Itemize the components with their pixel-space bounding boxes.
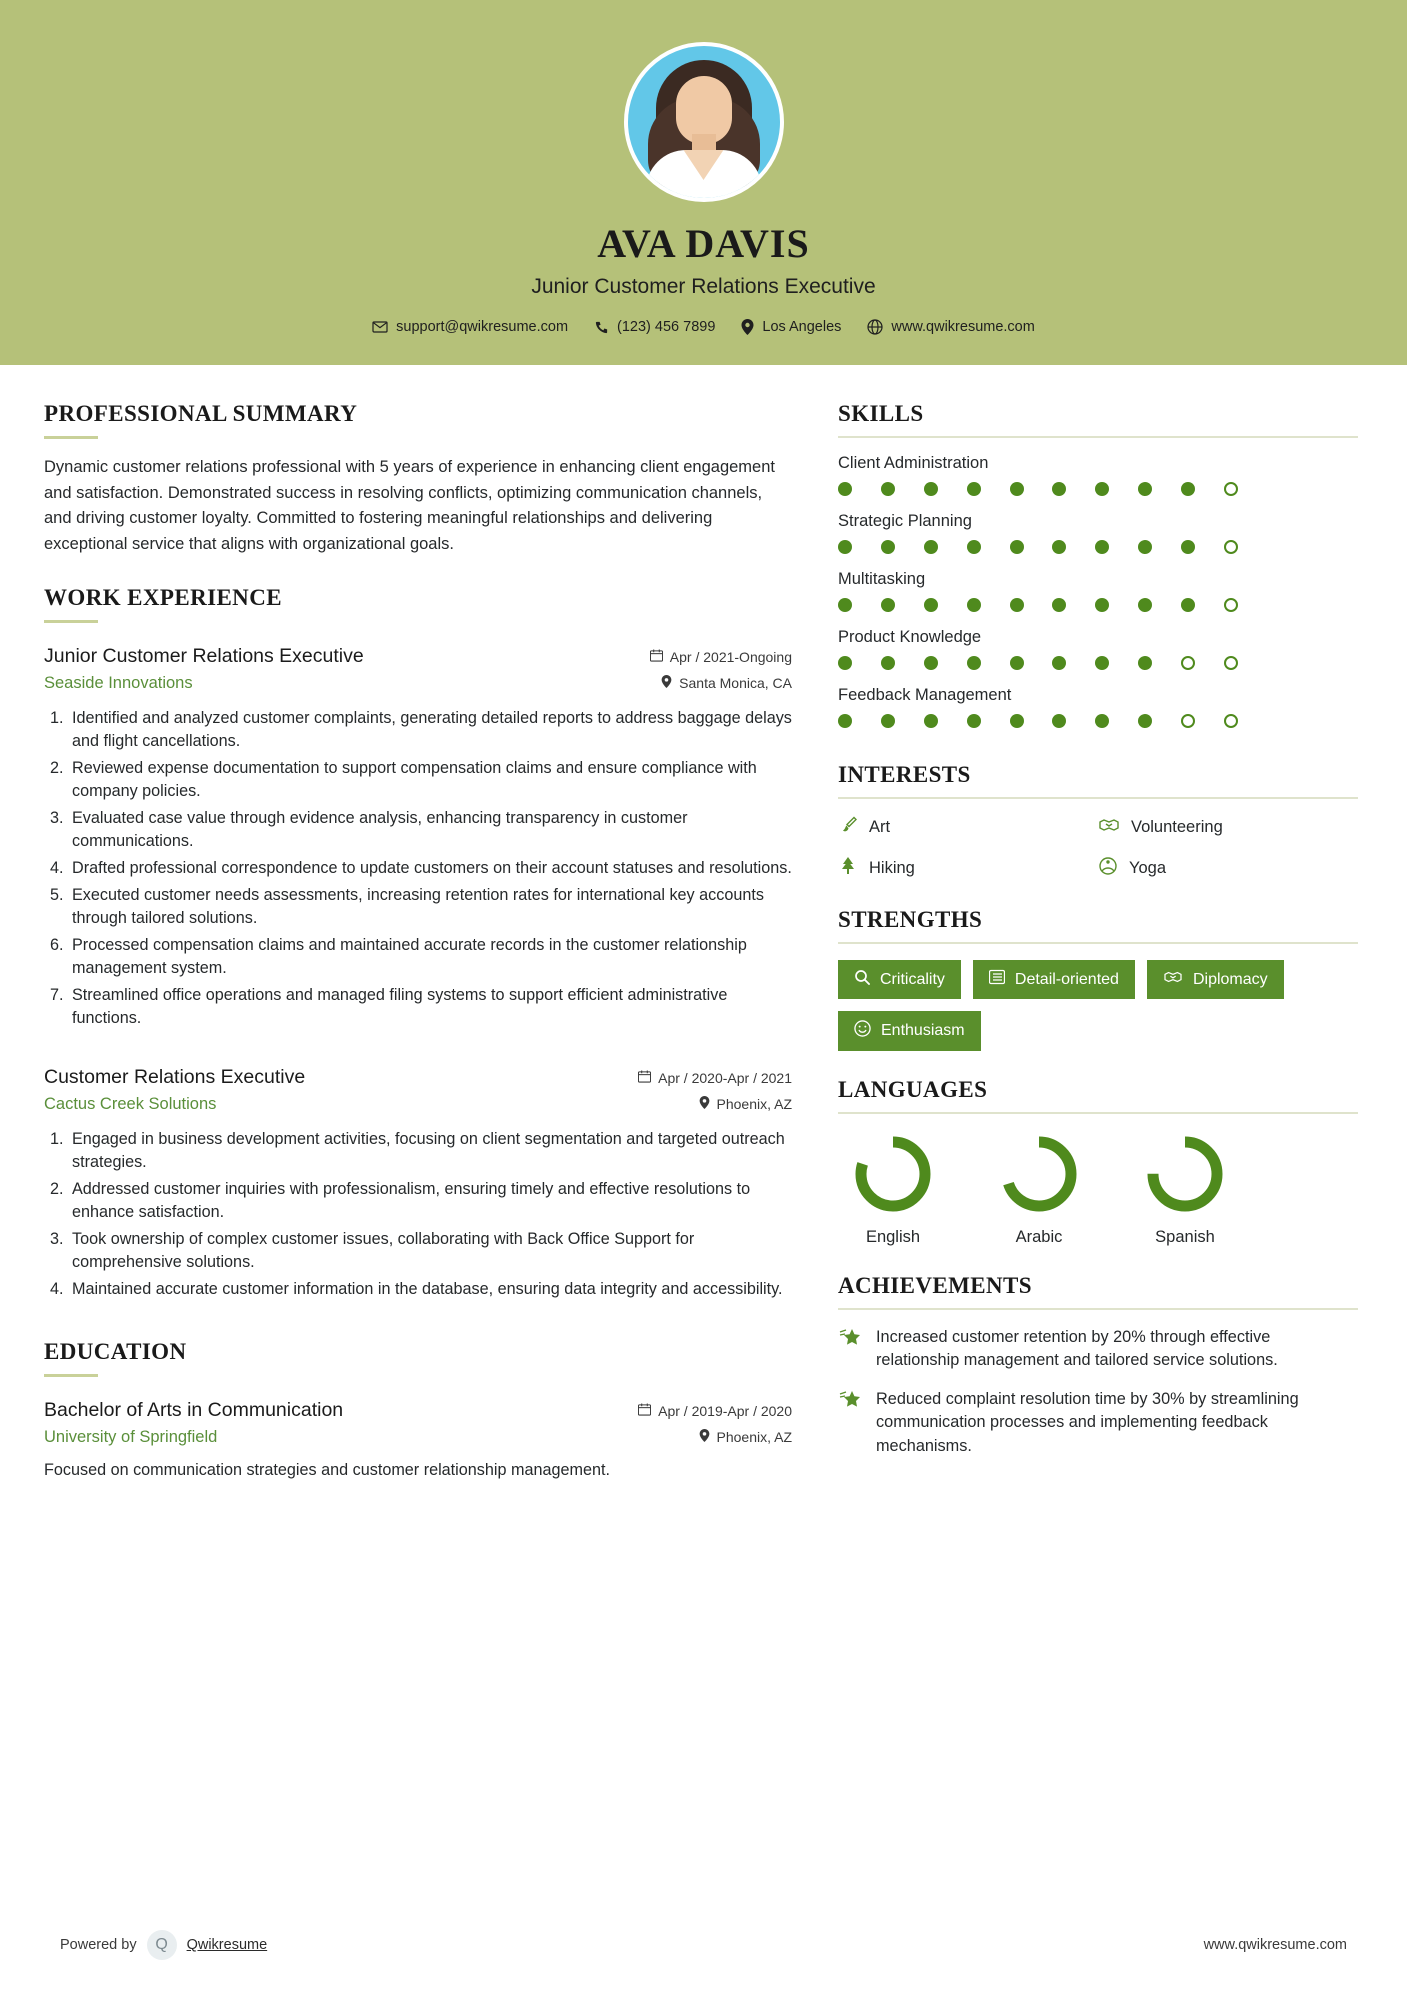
job-dates-text: Apr / 2021-Ongoing [669,649,792,666]
section-languages [838,1077,1358,1247]
skill-dot [838,656,852,670]
language-label: Arabic [1015,1228,1063,1246]
skill-dot [1095,598,1109,612]
location-icon [699,1096,710,1112]
footer-url[interactable]: www.qwikresume.com [1203,1937,1347,1953]
strength-label: Criticality [880,970,945,988]
strengths-title: STRENGTHS [838,907,983,932]
skill-dot [924,482,938,496]
resume-body [0,365,1407,1483]
divider [838,942,1358,944]
contact-row [0,319,1407,335]
achievements-title: ACHIEVEMENTS [838,1273,1032,1298]
paintbrush-icon [838,815,858,840]
skill-dot [1138,598,1152,612]
education-description: Focused on communication strategies and customer relationship management. [44,1461,610,1480]
skill-rating [838,656,1238,670]
skill-dot [1224,598,1238,612]
divider [838,1308,1358,1310]
skill-label: Multitasking [838,570,926,588]
divider [44,1374,98,1377]
resume-footer [0,1900,1407,1990]
skill-dot [1181,482,1195,496]
section-professional-summary [44,401,792,557]
skill-dot [1010,656,1024,670]
strength-label: Enthusiasm [881,1022,965,1039]
candidate-role: Junior Customer Relations Executive [531,275,876,298]
education-location-text: Phoenix, AZ [716,1429,792,1446]
language-ring [851,1132,935,1216]
star-badge-icon [838,1388,862,1457]
strength-chip-diplomacy [1147,960,1284,999]
list-item: 4. Drafted professional correspondence to update customers on their account statuses and resolutions. [68,857,792,880]
job-location [699,1096,793,1112]
section-interests [838,762,1358,881]
skill-dot [881,540,895,554]
skill-dot [881,598,895,612]
summary-title: PROFESSIONAL SUMMARY [44,401,358,426]
job-dates-text: Apr / 2020-Apr / 2021 [658,1070,792,1087]
location-icon [741,319,754,335]
list-item: 1. Identified and analyzed customer complaints, generating detailed reports to address baggage delays and flight cancellations. [68,707,792,753]
section-strengths [838,907,1358,1051]
skill-rating [838,540,1238,554]
section-work-experience [44,585,792,1301]
skills-title: SKILLS [838,401,924,426]
skill-label: Feedback Management [838,686,1012,704]
contact-location-text: Los Angeles [762,319,842,335]
skill-item [838,512,1358,554]
skill-dot [967,714,981,728]
job-location-text: Phoenix, AZ [716,1096,792,1113]
skill-label: Strategic Planning [838,512,972,530]
skill-dot [1138,714,1152,728]
interests-title: INTERESTS [838,762,971,787]
interest-label: Volunteering [1131,818,1223,836]
skill-dot [838,714,852,728]
location-icon [661,675,672,691]
divider [838,1112,1358,1114]
language-item [984,1132,1094,1247]
language-ring [997,1132,1081,1216]
skill-rating [838,598,1238,612]
skill-dot [1224,540,1238,554]
list-item: 6. Processed compensation claims and maintained accurate records in the customer relationship management system. [68,934,792,980]
skill-dot [1224,482,1238,496]
list-item: 7. Streamlined office operations and managed filing systems to support efficient administrative functions. [68,984,792,1030]
skill-rating [838,714,1238,728]
globe-icon [867,319,883,335]
language-ring [1143,1132,1227,1216]
location-icon [699,1429,710,1445]
skill-dot [838,540,852,554]
avatar [624,42,784,202]
education-entry [44,1399,792,1482]
section-achievements [838,1273,1358,1458]
list-item: 4. Maintained accurate customer information in the database, ensuring data integrity and accessibility. [68,1278,792,1301]
left-column [44,401,792,1483]
job-dates [650,649,792,665]
calendar-icon [638,1070,651,1086]
achievement-item [838,1326,1358,1372]
divider [44,436,98,439]
skill-dot [1052,482,1066,496]
brand-name[interactable]: Qwikresume [186,1937,268,1953]
skill-dot [838,482,852,496]
skill-item [838,454,1358,496]
skill-dot [967,540,981,554]
skill-dot [1138,482,1152,496]
education-title: EDUCATION [44,1339,187,1365]
avatar-photo [628,46,780,198]
skill-item [838,686,1358,728]
skill-dot [924,656,938,670]
list-item: 1. Engaged in business development activities, focusing on client segmentation and targeted outreach strategies. [68,1128,792,1174]
strength-chip-criticality [838,960,961,999]
summary-text: Dynamic customer relations professional with 5 years of experience in enhancing client engagement and satisfaction. Demonstrated success in resolving conflicts, optimizing communication channels, and driving customer loyalty. Committed to fostering meaningful relationships and delivering exceptional service that aligns with organizational goals. [44,458,775,553]
contact-email[interactable] [372,319,568,335]
powered-by-label: Powered by [60,1937,137,1953]
job-dates [638,1070,792,1086]
school-name: University of Springfield [44,1428,218,1447]
search-icon [854,969,870,990]
list-item: 2. Reviewed expense documentation to support compensation claims and ensure compliance with company policies. [68,757,792,803]
skill-dot [1138,540,1152,554]
language-item [1130,1132,1240,1247]
job-bullets [68,707,792,1030]
tree-icon [838,856,858,881]
contact-email-text: support@qwikresume.com [396,319,569,335]
calendar-icon [650,649,663,665]
work-title: WORK EXPERIENCE [44,585,282,611]
skill-dot [881,714,895,728]
list-item: 3. Took ownership of complex customer issues, collaborating with Back Office Support for comprehensive solutions. [68,1228,792,1274]
list-icon [989,969,1005,990]
list-item: 5. Executed customer needs assessments, increasing retention rates for international key accounts through tailored solutions. [68,884,792,930]
job-title: Customer Relations Executive [44,1066,306,1089]
candidate-name: AVA DAVIS [597,221,810,266]
skill-dot [1095,482,1109,496]
skill-dot [1181,656,1195,670]
list-item: 2. Addressed customer inquiries with professionalism, ensuring timely and effective resolutions to enhance satisfaction. [68,1178,792,1224]
interest-label: Hiking [869,859,915,877]
section-skills [838,401,1358,728]
skill-dot [924,598,938,612]
interest-item [1098,856,1358,881]
divider [838,797,1358,799]
list-item: 3. Evaluated case value through evidence analysis, enhancing transparency in customer communications. [68,807,792,853]
skill-dot [924,714,938,728]
job-location-text: Santa Monica, CA [679,675,792,692]
contact-location[interactable] [741,319,841,335]
achievement-text: Increased customer retention by 20% through effective relationship management and tailored service solutions. [876,1328,1278,1370]
education-location [699,1429,793,1445]
job-title: Junior Customer Relations Executive [44,645,364,668]
interest-item [1098,815,1358,840]
brand-block [60,1930,267,1960]
star-badge-icon [838,1326,862,1372]
divider [838,436,1358,438]
skill-dot [1224,714,1238,728]
skill-dot [967,482,981,496]
skill-label: Client Administration [838,454,989,472]
contact-phone[interactable] [594,319,715,335]
divider [44,620,98,623]
resume-header [0,0,1407,365]
interest-label: Yoga [1129,859,1167,877]
strength-chip-detail-oriented [973,960,1135,999]
job-location [661,675,792,691]
strength-label: Diplomacy [1192,970,1268,988]
yoga-icon [1098,856,1118,881]
skill-rating [838,482,1238,496]
skill-dot [1138,656,1152,670]
achievement-item [838,1388,1358,1457]
phone-icon [594,320,609,335]
skill-dot [1181,598,1195,612]
education-dates-text: Apr / 2019-Apr / 2020 [658,1403,792,1420]
skill-dot [1010,540,1024,554]
skill-dot [1010,598,1024,612]
work-entry [44,645,792,1030]
skill-dot [881,656,895,670]
skill-dot [967,598,981,612]
language-item [838,1132,948,1247]
skill-dot [1052,656,1066,670]
smiley-icon [854,1020,871,1042]
skill-dot [1095,540,1109,554]
education-dates [638,1403,792,1419]
contact-website-text: www.qwikresume.com [891,319,1035,335]
skill-item [838,628,1358,670]
work-entry [44,1066,792,1301]
skill-dot [1010,714,1024,728]
section-education [44,1339,792,1482]
strength-label: Detail-oriented [1014,970,1119,988]
strength-chip-enthusiasm [838,1011,981,1051]
skill-dot [838,598,852,612]
contact-phone-text: (123) 456 7899 [617,319,716,335]
skill-dot [1052,598,1066,612]
skill-dot [1052,540,1066,554]
skill-dot [881,482,895,496]
language-label: English [865,1228,921,1246]
skill-dot [1052,714,1066,728]
skill-dot [1095,656,1109,670]
calendar-icon [638,1403,651,1419]
skill-dot [924,540,938,554]
skill-dot [1181,540,1195,554]
skill-label: Product Knowledge [838,628,982,646]
qwikresume-logo-icon: Q [147,1930,177,1960]
skill-dot [1224,656,1238,670]
handshake-icon [1163,969,1183,990]
job-company: Cactus Creek Solutions [44,1095,217,1114]
interest-label: Art [869,818,891,836]
interest-item [838,856,1098,881]
skill-item [838,570,1358,612]
skill-dot [1010,482,1024,496]
languages-title: LANGUAGES [838,1077,988,1102]
job-company: Seaside Innovations [44,674,193,693]
job-bullets [68,1128,792,1301]
email-icon [372,319,388,335]
skill-dot [1095,714,1109,728]
skill-dot [1181,714,1195,728]
handshake-icon [1098,815,1120,840]
interest-item [838,815,1098,840]
language-label: Spanish [1155,1228,1215,1246]
skill-dot [967,656,981,670]
achievement-text: Reduced complaint resolution time by 30% by streamlining communication processes and implementing feedback mechanisms. [876,1390,1299,1455]
right-column [838,401,1358,1483]
contact-website[interactable] [867,319,1034,335]
degree-title: Bachelor of Arts in Communication [44,1399,344,1422]
